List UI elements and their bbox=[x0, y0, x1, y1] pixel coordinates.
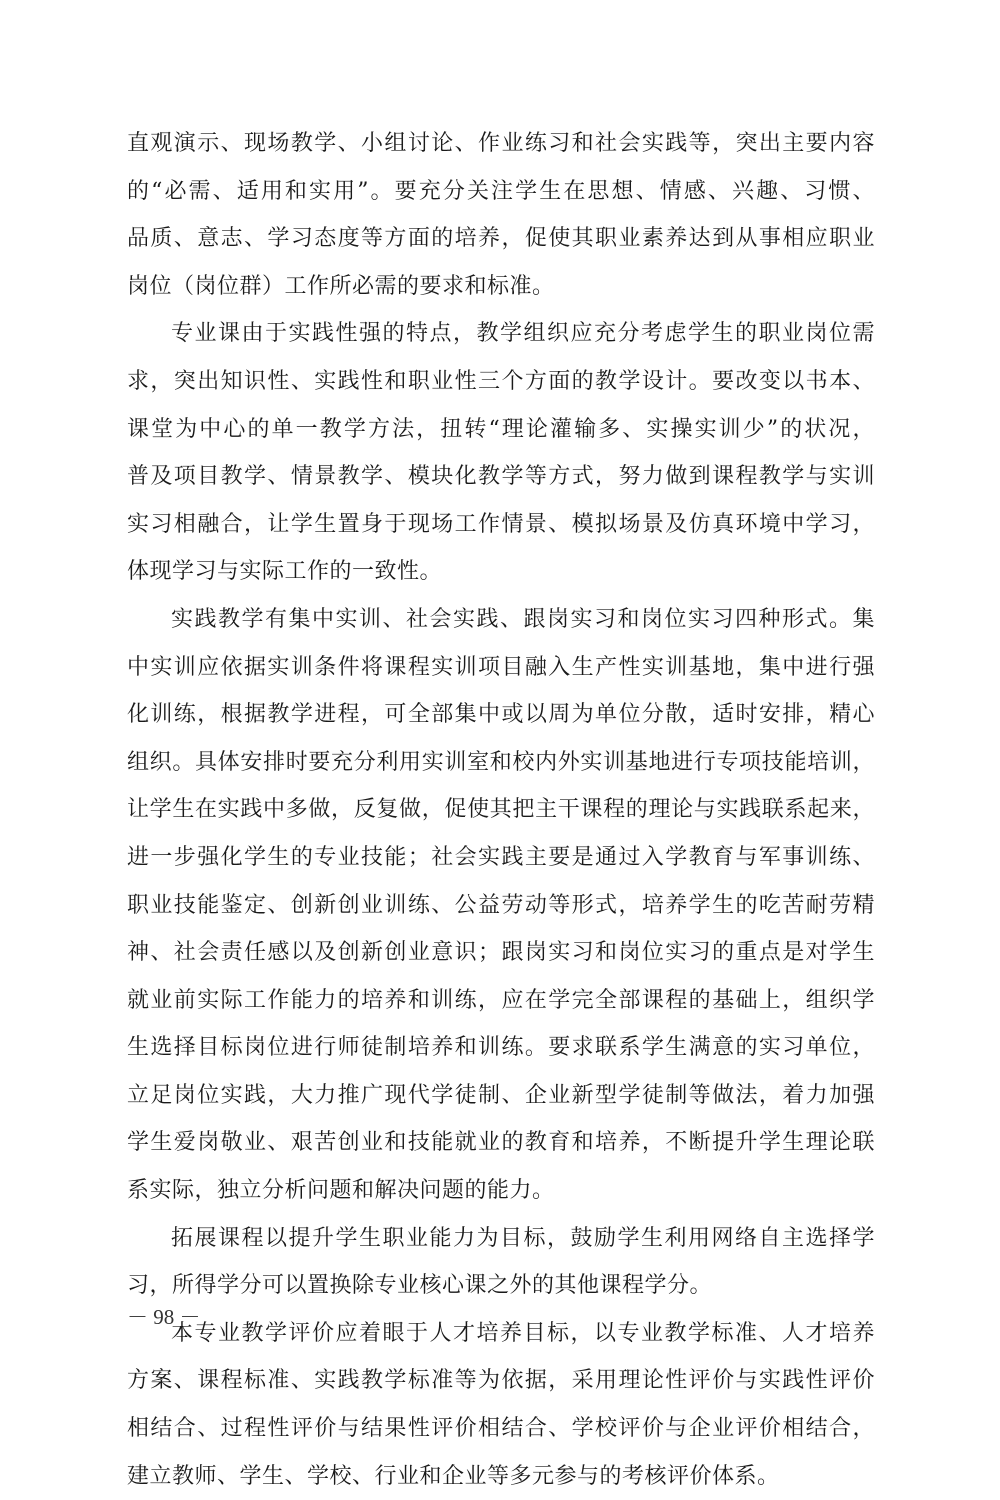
text-line: 系实际，独立分析问题和解决问题的能力。 bbox=[127, 1178, 555, 1204]
paragraph-5 bbox=[127, 1310, 875, 1500]
text-line: 组织。具体安排时要充分利用实训室和校内外实训基地进行专项技能培训， bbox=[127, 749, 875, 775]
text-line: 立足岗位实践，大力推广现代学徒制、企业新型学徒制等做法，着力加强 bbox=[127, 1082, 875, 1108]
text-line: 求，突出知识性、实践性和职业性三个方面的教学设计。要改变以书本、 bbox=[127, 368, 875, 394]
text-line: 学生爱岗敬业、艰苦创业和技能就业的教育和培养，不断提升学生理论联 bbox=[127, 1130, 875, 1156]
page-number: － 98 － bbox=[127, 1305, 201, 1329]
text-line: 实习相融合，让学生置身于现场工作情景、模拟场景及仿真环境中学习， bbox=[127, 511, 875, 537]
document-body bbox=[127, 120, 875, 1500]
text-line: 建立教师、学生、学校、行业和企业等多元参与的考核评价体系。 bbox=[127, 1463, 780, 1489]
text-line: 相结合、过程性评价与结果性评价相结合、学校评价与企业评价相结合， bbox=[127, 1416, 875, 1442]
text-line: 品质、意志、学习态度等方面的培养，促使其职业素养达到从事相应职业 bbox=[127, 226, 875, 252]
text-line: 体现学习与实际工作的一致性。 bbox=[127, 559, 443, 585]
text-line: 神、社会责任感以及创新创业意识；跟岗实习和岗位实习的重点是对学生 bbox=[127, 940, 875, 966]
text-line: 拓展课程以提升学生职业能力为目标，鼓励学生利用网络自主选择学 bbox=[171, 1225, 875, 1251]
text-line: 化训练，根据教学进程，可全部集中或以周为单位分散，适时安排，精心 bbox=[127, 702, 875, 728]
paragraph-4 bbox=[127, 1215, 875, 1310]
text-line: 专业课由于实践性强的特点，教学组织应充分考虑学生的职业岗位需 bbox=[171, 321, 875, 347]
text-line: 本专业教学评价应着眼于人才培养目标，以专业教学标准、人才培养 bbox=[171, 1320, 875, 1346]
text-line: 实践教学有集中实训、社会实践、跟岗实习和岗位实习四种形式。集 bbox=[171, 606, 875, 632]
text-line: 中实训应依据实训条件将课程实训项目融入生产性实训基地，集中进行强 bbox=[127, 654, 875, 680]
paragraph-3 bbox=[127, 596, 875, 1215]
text-line: 就业前实际工作能力的培养和训练，应在学完全部课程的基础上，组织学 bbox=[127, 987, 875, 1013]
text-line: 岗位（岗位群）工作所必需的要求和标准。 bbox=[127, 273, 555, 299]
text-line: 生选择目标岗位进行师徒制培养和训练。要求联系学生满意的实习单位， bbox=[127, 1035, 875, 1061]
text-line: 普及项目教学、情景教学、模块化教学等方式，努力做到课程教学与实训 bbox=[127, 464, 875, 490]
text-line: 让学生在实践中多做，反复做，促使其把主干课程的理论与实践联系起来， bbox=[127, 797, 875, 823]
text-line: 进一步强化学生的专业技能；社会实践主要是通过入学教育与军事训练、 bbox=[127, 844, 875, 870]
text-line: 方案、课程标准、实践教学标准等为依据，采用理论性评价与实践性评价 bbox=[127, 1368, 875, 1394]
text-line: 直观演示、现场教学、小组讨论、作业练习和社会实践等，突出主要内容 bbox=[127, 131, 875, 156]
text-line: 的“必需、适用和实用”。要充分关注学生在思想、情感、兴趣、习惯、 bbox=[127, 178, 875, 204]
paragraph-1 bbox=[127, 120, 875, 310]
text-line: 习，所得学分可以置换除专业核心课之外的其他课程学分。 bbox=[127, 1273, 713, 1299]
paragraph-2 bbox=[127, 310, 875, 596]
text-line: 职业技能鉴定、创新创业训练、公益劳动等形式，培养学生的吃苦耐劳精 bbox=[127, 892, 875, 918]
text-line: 课堂为中心的单一教学方法，扭转“理论灌输多、实操实训少”的状况， bbox=[127, 416, 875, 442]
